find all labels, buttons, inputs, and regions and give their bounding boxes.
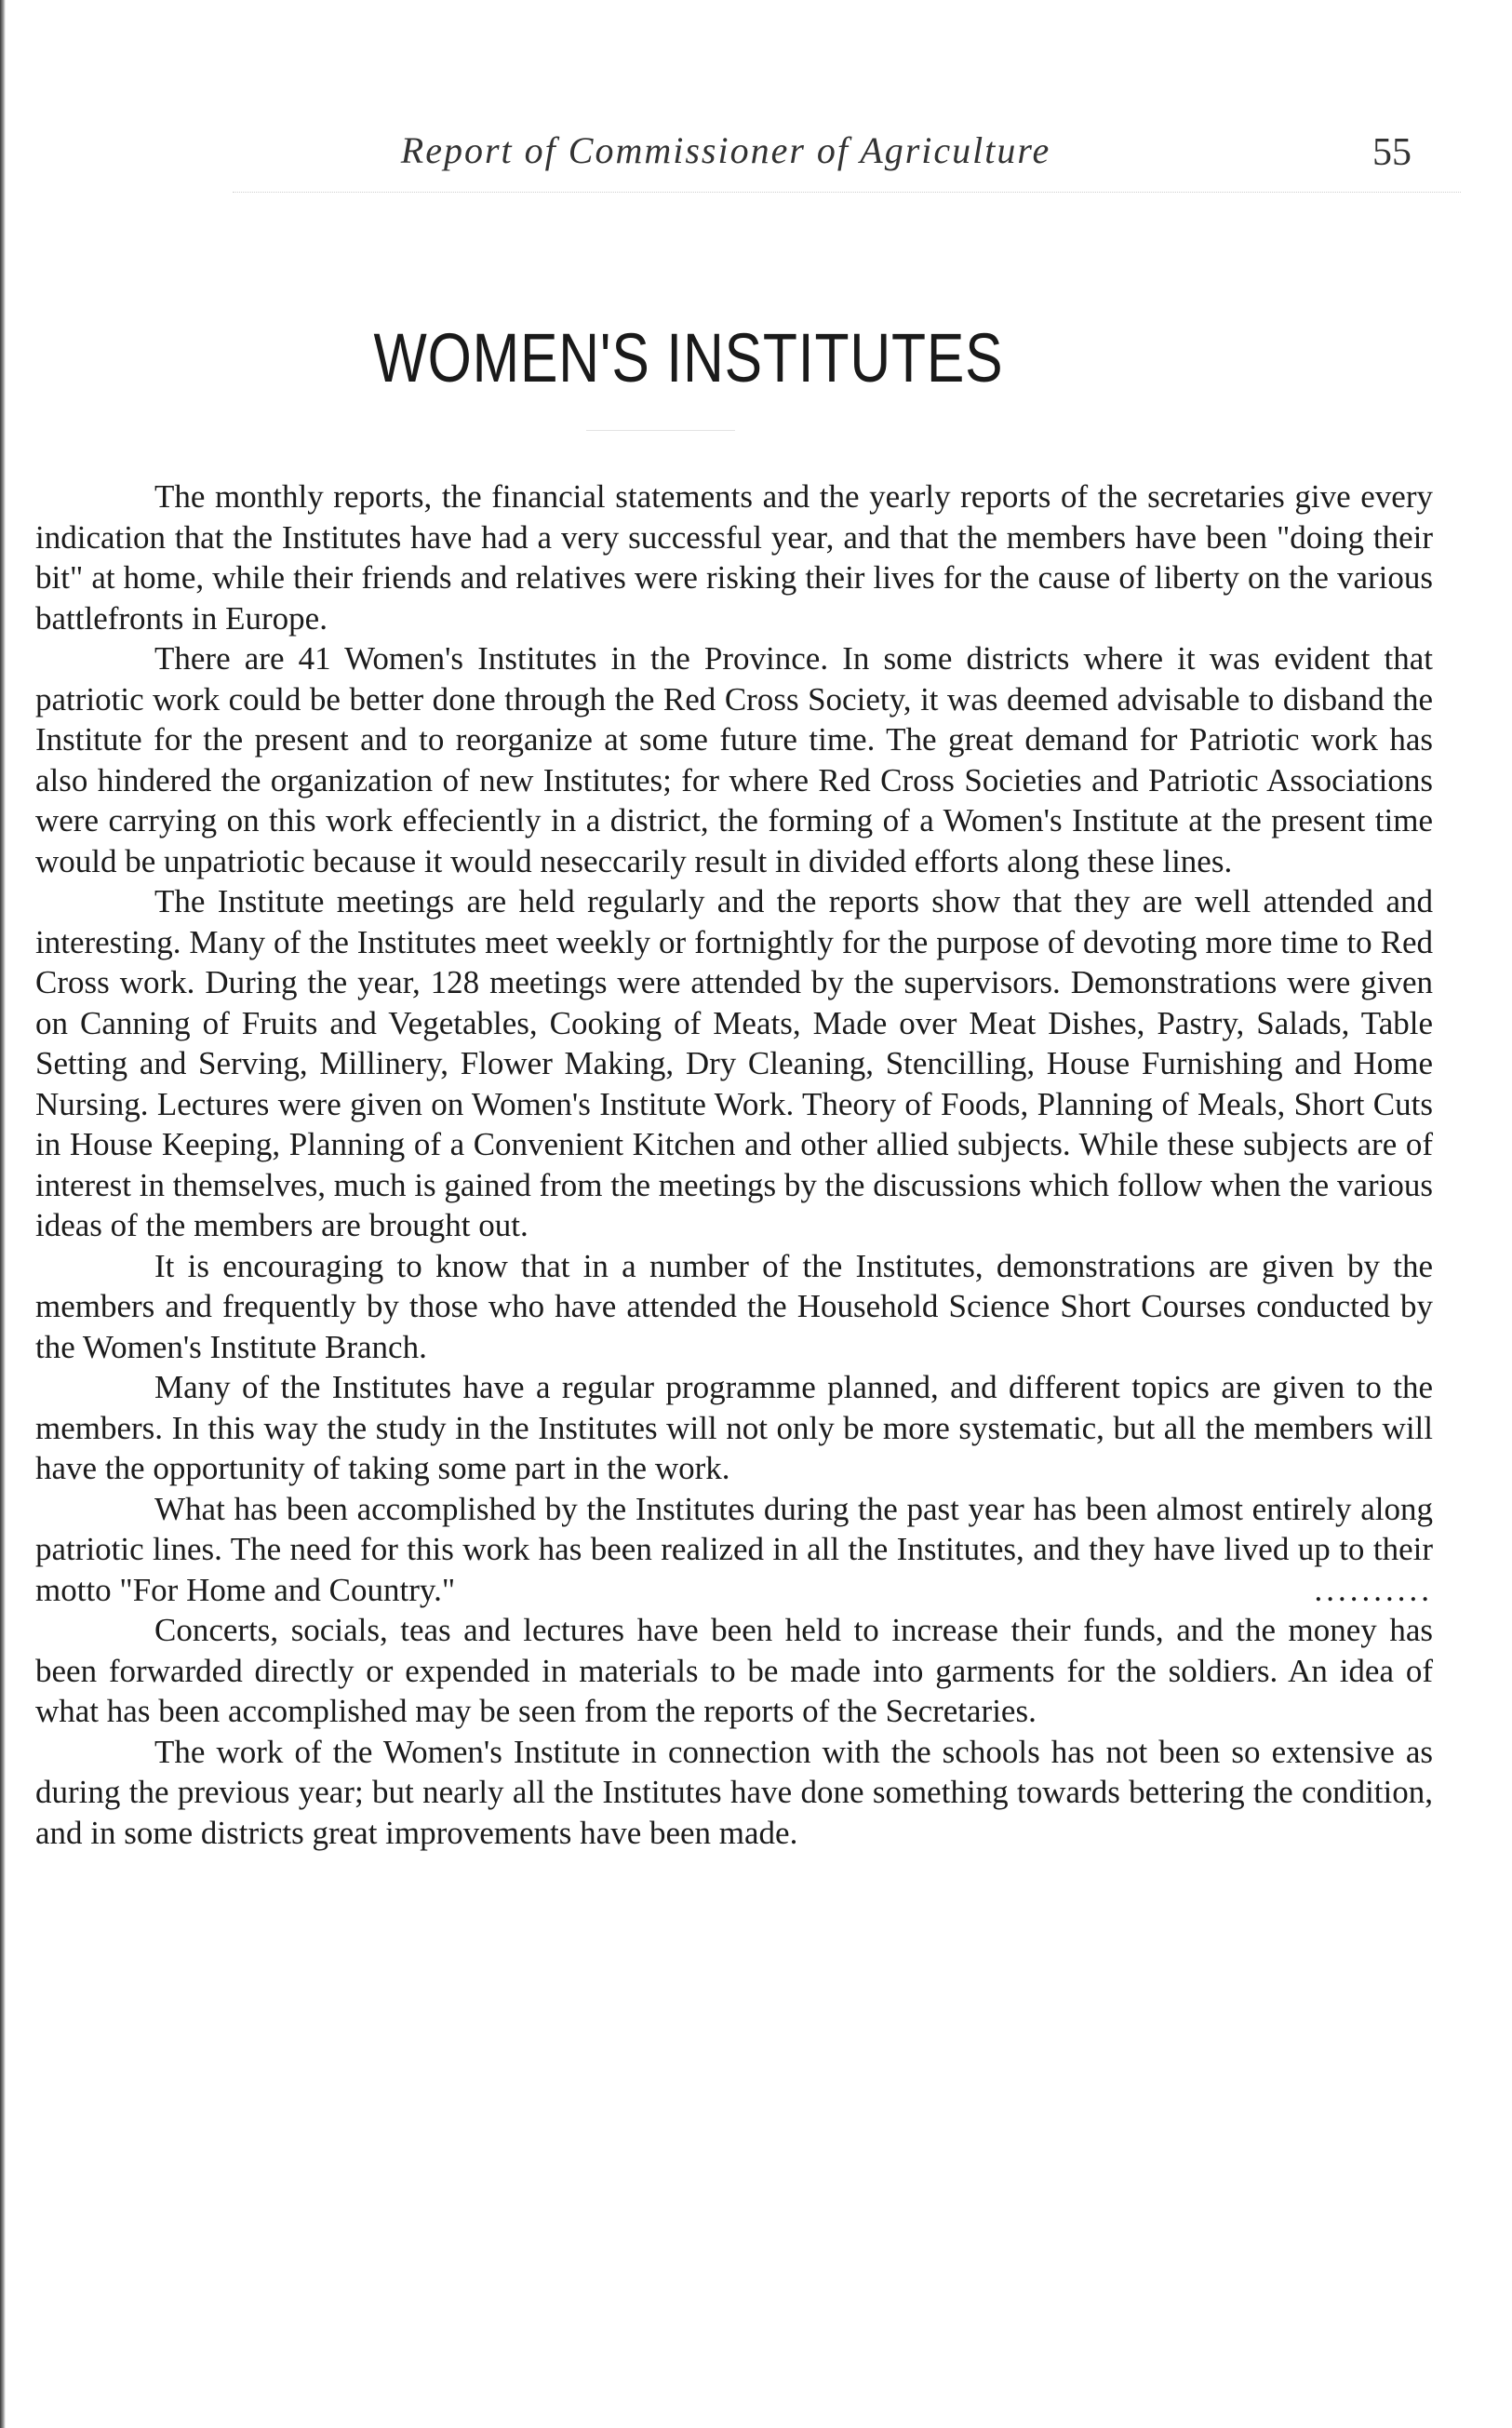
page-title: WOMEN'S INSTITUTES (373, 319, 1004, 396)
paragraph-4: It is encouraging to know that in a number of the Institutes, demonstrations are given by the members and frequently by those who have attended the Household Science Short Courses conducted by the Women's Institute Branch. (35, 1247, 1433, 1365)
scan-edge (0, 0, 6, 2428)
paragraph-8: The work of the Women's Institute in connection with the schools has not been so extensive as during the previous year; but nearly all the Institutes have done something towards bettering the condition, and in some districts great improvements have been made. (35, 1733, 1433, 1851)
paragraph-7: Concerts, socials, teas and lectures have been held to increase their funds, and the money has been forwarded directly or expended in materials to be made into garments for the soldiers. An idea of what has been accomplished may be seen from the reports of the Secretaries. (35, 1612, 1433, 1729)
paragraph-2: There are 41 Women's Institutes in the Province. In some districts where it was evident that patriotic work could be better done through the Red Cross Society, it was deemed advisable to disband the Institute for the present and to reorganize at some future time. The great demand for Patriotic work has also hindered the organization of new Institutes; for where Red Cross Societies and Patriotic Associations were carrying on this work effeciently in a district, the forming of a Women's Institute at the present time would be unpatriotic because it would neseccarily result in divided efforts along these lines. (35, 640, 1433, 879)
paragraph-3: The Institute meetings are held regularly and the reports show that they are well attended and interesting. Many of the Institutes meet weekly or fortnightly for the purpose of devoting more time to Red Cross work. During the year, 128 meetings were attended by the supervisors. Demonstrations were given on Canning of Fruits and Vegetables, Cooking of Meats, Made over Meat Dishes, Pastry, Salads, Table Setting and Serving, Millinery, Flower Making, Dry Cleaning, Stencilling, House Furnishing and Home Nursing. Lectures were given on Women's Institute Work. Theory of Foods, Planning of Meals, Short Cuts in House Keeping, Planning of a Convenient Kitchen and other allied subjects. While these subjects are of interest in themselves, much is gained from the meetings by the discussions which follow when the various ideas of the members are brought out. (35, 883, 1433, 1243)
paragraph-1: The monthly reports, the financial statements and the yearly reports of the secretaries give every indication that the Institutes have had a very successful year, and that the members have been "doing their bit" at home, while their friends and relatives were risking their lives for the cause of liberty on the various battlefronts in Europe. (35, 478, 1433, 637)
body-text (35, 476, 1433, 1853)
page-number: 55 (1372, 131, 1412, 174)
paragraph-5: Many of the Institutes have a regular programme planned, and different topics are given to the members. In this way the study in the Institutes will not only be more systematic, but all the members will have the opportunity of taking some part in the work. (35, 1369, 1433, 1486)
paragraph-6 (35, 1489, 1433, 1611)
running-header (0, 128, 1512, 184)
leader-dots: .......... (1314, 1571, 1433, 1608)
running-title: Report of Commissioner of Agriculture (400, 129, 1051, 171)
header-rule (233, 192, 1461, 193)
title-rule (586, 430, 735, 431)
paragraph-6-text: What has been accomplished by the Institutes during the past year has been almost entirely along patriotic lines. The need for this work has been realized in all the Institutes, and they have lived up to their motto "For Home and Country." (35, 1490, 1433, 1608)
